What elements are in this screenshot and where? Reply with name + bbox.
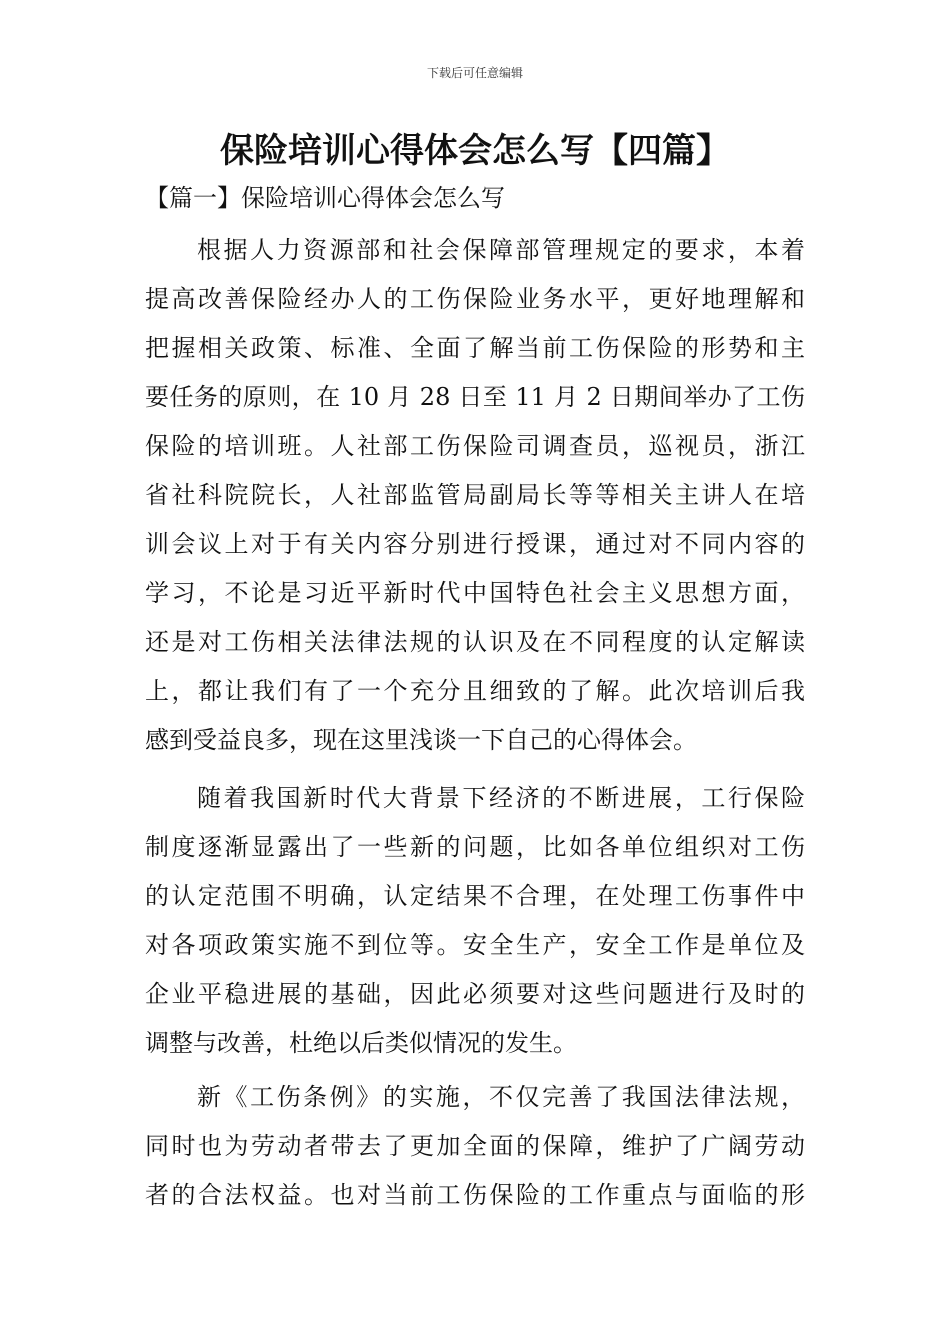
paragraph-line: 感到受益良多，现在这里浅谈一下自己的心得体会。	[145, 726, 697, 754]
section-heading: 【篇一】保险培训心得体会怎么写	[145, 184, 505, 212]
paragraph-2	[145, 774, 805, 1068]
paragraph-line: 提高改善保险经办人的工伤保险业务水平，更好地理解和	[145, 285, 805, 313]
paragraph-line: 制度逐渐显露出了一些新的问题，比如各单位组织对工伤	[145, 833, 805, 861]
paragraph-line: 的认定范围不明确，认定结果不合理，在处理工伤事件中	[145, 882, 805, 910]
header-note: 下载后可任意编辑	[426, 66, 523, 80]
paragraph-line: 调整与改善，杜绝以后类似情况的发生。	[145, 1029, 577, 1057]
paragraph-line: 要任务的原则，在 10 月 28 日至 11 月 2 日期间举办了工伤	[145, 383, 805, 411]
paragraph-line: 随着我国新时代大背景下经济的不断进展，工行保险	[197, 784, 805, 812]
paragraph-line: 上，都让我们有了一个充分且细致的了解。此次培训后我	[145, 677, 805, 705]
paragraph-line: 企业平稳进展的基础，因此必须要对这些问题进行及时的	[145, 980, 805, 1008]
paragraph-line: 新《工伤条例》的实施，不仅完善了我国法律法规，	[197, 1083, 805, 1111]
paragraph-line: 者的合法权益。也对当前工伤保险的工作重点与面临的形	[145, 1181, 805, 1209]
paragraph-line: 训会议上对于有关内容分别进行授课，通过对不同内容的	[145, 530, 805, 558]
paragraph-line: 还是对工伤相关法律法规的认识及在不同程度的认定解读	[145, 628, 805, 656]
paragraph-line: 保险的培训班。人社部工伤保险司调查员，巡视员，浙江	[145, 432, 805, 460]
paragraph-line: 把握相关政策、标准、全面了解当前工伤保险的形势和主	[145, 334, 805, 362]
paragraph-3	[145, 1073, 805, 1220]
paragraph-line: 学习，不论是习近平新时代中国特色社会主义思想方面，	[145, 579, 805, 607]
paragraph-line: 对各项政策实施不到位等。安全生产，安全工作是单位及	[145, 931, 805, 959]
document-title: 保险培训心得体会怎么写【四篇】	[220, 131, 730, 171]
paragraph-line: 根据人力资源部和社会保障部管理规定的要求，本着	[197, 236, 805, 264]
paragraph-1	[145, 226, 805, 765]
paragraph-line: 同时也为劳动者带去了更加全面的保障，维护了广阔劳动	[145, 1132, 805, 1160]
paragraph-line: 省社科院院长，人社部监管局副局长等等相关主讲人在培	[145, 481, 805, 509]
